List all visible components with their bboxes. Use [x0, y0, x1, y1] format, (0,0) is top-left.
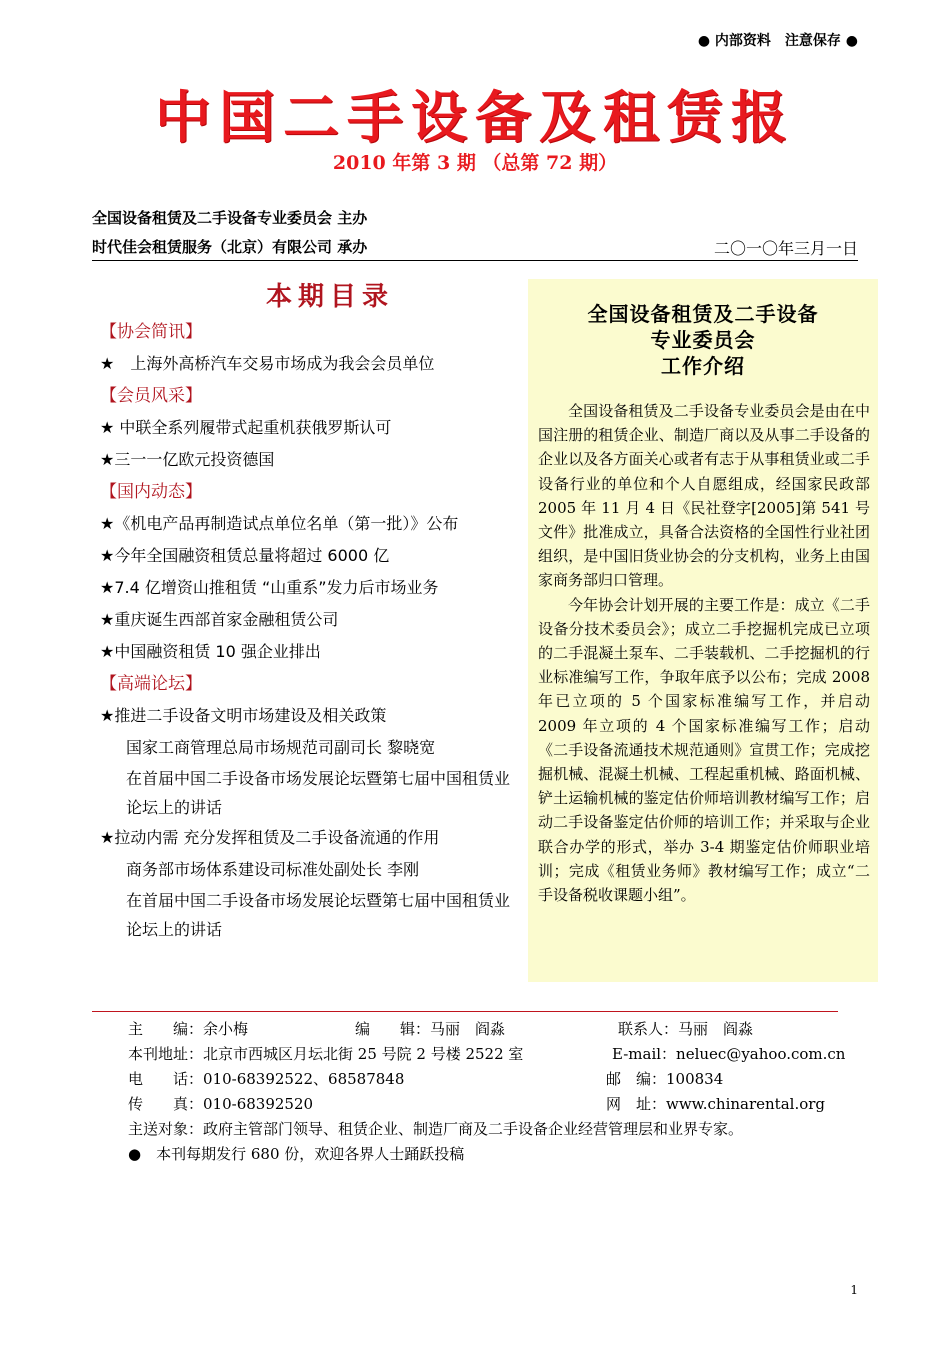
toc-entry[interactable]: ★今年全国融资租赁总量将超过 6000 亿	[100, 546, 390, 565]
table-of-contents	[100, 316, 520, 944]
intro-paragraph: 今年协会计划开展的主要工作是：成立《二手设备分技术委员会》；成立二手挖掘机完成已立项的二手混凝土泵车、二手装载机、二手挖掘机的行业标准编写工作，争取年底予以公布；完成 2008 年已立项的 5 个国家标准编写工作，并启动 2009 年立项的 4 个国家标准编写工作；启动《二手设备流通技术规范通则》宣贯工作；完成挖掘机械、混凝土机械、工程起重机械、路面机械、铲土运输机械的鉴定估价师培训教材编写工作；启动二手设备鉴定估价师的培训工作；并采取与企业联合办学的形式，举办 3-4 期鉴定估价师职业培训；完成《租赁业务师》教材编写工作；成立“二手设备税收课题小组”。	[538, 595, 870, 905]
phone: 电 话：010-68392522、68587848	[128, 1070, 405, 1088]
toc-section-heading: 【协会简讯】	[100, 322, 202, 342]
recipients: 主送对象：政府主管部门领导、租赁企业、制造厂商及二手设备企业经营管理层和业界专家。	[128, 1120, 744, 1138]
intro-title-line: 全国设备租赁及二手设备	[587, 302, 819, 326]
toc-section-heading: 【高端论坛】	[100, 674, 202, 694]
postcode: 邮 编：100834	[606, 1070, 724, 1088]
toc-entry[interactable]: ★重庆诞生西部首家金融租赁公司	[100, 610, 339, 629]
toc-entry[interactable]: ★7.4 亿增资山推租赁 “山重系”发力后市场业务	[100, 578, 439, 597]
bullet-icon: ●	[845, 33, 858, 49]
internal-note	[698, 30, 858, 50]
intro-paragraph: 全国设备租赁及二手设备专业委员会是由在中国注册的租赁企业、制造厂商以及从事二手设备的企业以及各方面关心或者有志于从事租赁业或二手设备行业的单位和个人自愿组成，经国家民政部 2005 年 11 月 4 日《民社登字[2005]第 541 号文件》批准成立，具备合法资格的全国性行业社团组织，是中国旧货业协会的分支机构，业务上由国家商务部归口管理。	[538, 402, 870, 590]
footer-row-address	[128, 1043, 848, 1063]
issue-number: 2010 年第 3 期 （总第 72 期）	[332, 152, 618, 174]
intro-title-line: 专业委员会	[650, 328, 756, 352]
intro-title	[528, 301, 878, 379]
header-divider	[92, 260, 858, 261]
footer-row-phone	[128, 1068, 848, 1088]
toc-entry[interactable]: ★推进二手设备文明市场建设及相关政策	[100, 706, 387, 725]
undertaker-line: 时代佳会租赁服务（北京）有限公司 承办	[92, 238, 368, 256]
toc-title: 本期目录	[265, 282, 394, 312]
toc-entry[interactable]: ★ 中联全系列履带式起重机获俄罗斯认可	[100, 418, 392, 437]
toc-entry[interactable]: ★ 上海外高桥汽车交易市场成为我会会员单位	[100, 354, 435, 373]
footer-row-editors	[128, 1018, 848, 1038]
toc-section-heading: 【国内动态】	[100, 482, 202, 502]
circulation-note: ● 本刊每期发行 680 份，欢迎各界人士踊跃投稿	[128, 1145, 465, 1163]
toc-entry[interactable]: 在首届中国二手设备市场发展论坛暨第七届中国租赁业论坛上的讲话	[126, 891, 511, 939]
toc-entry[interactable]: ★三一一亿欧元投资德国	[100, 450, 275, 469]
internal-note-text: 内部资料 注意保存	[714, 33, 841, 49]
contact-person: 联系人：马丽 阎淼	[618, 1020, 754, 1038]
intro-text	[538, 399, 870, 907]
website[interactable]: 网 址：www.chinarental.org	[606, 1095, 826, 1113]
toc-entry[interactable]: ★中国融资租赁 10 强企业排出	[100, 642, 321, 661]
email[interactable]: E-mail：neluec@yahoo.com.cn	[612, 1045, 846, 1063]
toc-entry[interactable]: ★拉动内需 充分发挥租赁及二手设备流通的作用	[100, 828, 440, 847]
toc-entry[interactable]: ★《机电产品再制造试点单位名单（第一批）》公布	[100, 514, 459, 533]
issue-date: 二〇一〇年三月一日	[713, 239, 858, 258]
footer-divider	[92, 1011, 838, 1012]
fax: 传 真：010-68392520	[128, 1095, 314, 1113]
intro-box	[528, 279, 878, 982]
toc-entry[interactable]: 国家工商管理总局市场规范司副司长 黎晓宽	[126, 738, 436, 757]
footer-row-fax	[128, 1093, 848, 1113]
editors: 编 辑：马丽 阎淼	[355, 1020, 506, 1038]
organizer-line: 全国设备租赁及二手设备专业委员会 主办	[92, 209, 368, 227]
newspaper-title: 中国二手设备及租赁报	[155, 85, 795, 151]
bullet-icon: ●	[697, 33, 711, 49]
toc-entry[interactable]: 商务部市场体系建设司标准处副处长 李刚	[126, 860, 420, 879]
intro-title-line: 工作介绍	[661, 354, 745, 378]
toc-section-heading: 【会员风采】	[100, 386, 202, 406]
toc-entry[interactable]: 在首届中国二手设备市场发展论坛暨第七届中国租赁业论坛上的讲话	[126, 769, 511, 817]
page-number: 1	[850, 1283, 858, 1297]
editor-in-chief: 主 编：余小梅	[128, 1020, 249, 1038]
address: 本刊地址：北京市西城区月坛北街 25 号院 2 号楼 2522 室	[128, 1045, 524, 1063]
